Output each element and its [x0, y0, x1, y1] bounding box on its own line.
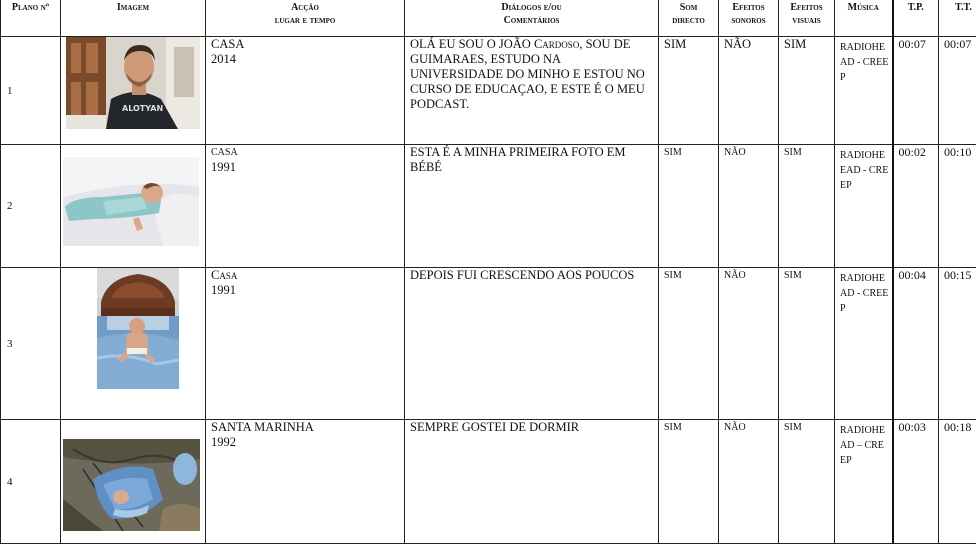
header-musica: Música [835, 0, 893, 37]
table-row [1, 268, 976, 420]
efeitos-sonoros-cell: NÃO [719, 268, 779, 420]
efeitos-visuais-cell: SIM [779, 145, 835, 268]
plano-number: 1 [1, 37, 61, 145]
tt-cell: 00:18 [939, 420, 976, 544]
photo-portrait [66, 37, 200, 129]
dialogo-cell: DEPOIS FUI CRESCENDO AOS POUCOS [405, 268, 659, 420]
accao-cell: CASA 2014 [206, 37, 405, 145]
dialogo-cell: ESTA É A MINHA PRIMEIRA FOTO EM BÉBÉ [405, 145, 659, 268]
tt-cell: 00:07 [939, 37, 976, 145]
table-row [1, 37, 976, 145]
tp-cell: 00:02 [893, 145, 939, 268]
dialogo-cell: OLÁ EU SOU O JOÃO Cardoso, SOU DE GUIMARAES, ESTUDO NA UNIVERSIDADE DO MINHO E ESTOU NO CURSO DE EDUCAÇAO, E ESTE É O MEU PODCAST. [405, 37, 659, 145]
musica-cell: RADIOHEAD - CREEP [835, 37, 893, 145]
header-imagem: Imagem [61, 0, 206, 37]
musica-cell: RADIOHEEAD - CREEP [835, 145, 893, 268]
efeitos-visuais-cell: SIM [779, 420, 835, 544]
header-plano: Plano nº [1, 0, 61, 37]
tp-cell: 00:07 [893, 37, 939, 145]
tp-cell: 00:03 [893, 420, 939, 544]
header-som: Som directo [659, 0, 719, 37]
efeitos-visuais-cell: SIM [779, 268, 835, 420]
efeitos-sonoros-cell: NÃO [719, 145, 779, 268]
accao-cell: Casa 1991 [206, 268, 405, 420]
som-cell: SIM [659, 145, 719, 268]
table-row [1, 145, 976, 268]
image-cell [61, 420, 206, 544]
tt-cell: 00:15 [939, 268, 976, 420]
header-efeitos-visuais: Efeitos visuais [779, 0, 835, 37]
image-cell [61, 145, 206, 268]
efeitos-sonoros-cell: NÃO [719, 37, 779, 145]
musica-cell: RADIOHEAD – CREEP [835, 420, 893, 544]
som-cell: SIM [659, 268, 719, 420]
efeitos-sonoros-cell: NÃO [719, 420, 779, 544]
efeitos-visuais-cell: SIM [779, 37, 835, 145]
tp-cell: 00:04 [893, 268, 939, 420]
header-tp: T.P. [893, 0, 939, 37]
svg-text:ALOTYAN: ALOTYAN [122, 104, 164, 113]
accao-cell: CASA 1991 [206, 145, 405, 268]
table-row [1, 420, 976, 544]
header-row [1, 0, 976, 37]
plano-number: 4 [1, 420, 61, 544]
photo-baby-sleeping [63, 157, 199, 246]
header-dialogos: Diálogos e/ou Comentários [405, 0, 659, 37]
som-cell: SIM [659, 37, 719, 145]
tt-cell: 00:10 [939, 145, 976, 268]
photo-baby-cradle [63, 439, 200, 531]
header-tt: T.T. [939, 0, 976, 37]
image-cell [61, 268, 206, 420]
plano-number: 2 [1, 145, 61, 268]
photo-baby-bed [97, 268, 179, 389]
dialogo-cell: SEMPRE GOSTEI DE DORMIR [405, 420, 659, 544]
som-cell: SIM [659, 420, 719, 544]
header-accao: Acção lugar e tempo [206, 0, 405, 37]
accao-cell: SANTA MARINHA 1992 [206, 420, 405, 544]
image-cell [61, 37, 206, 145]
header-efeitos-sonoros: Efeitos sonoros [719, 0, 779, 37]
musica-cell: RADIOHEAD - CREEP [835, 268, 893, 420]
plano-number: 3 [1, 268, 61, 420]
